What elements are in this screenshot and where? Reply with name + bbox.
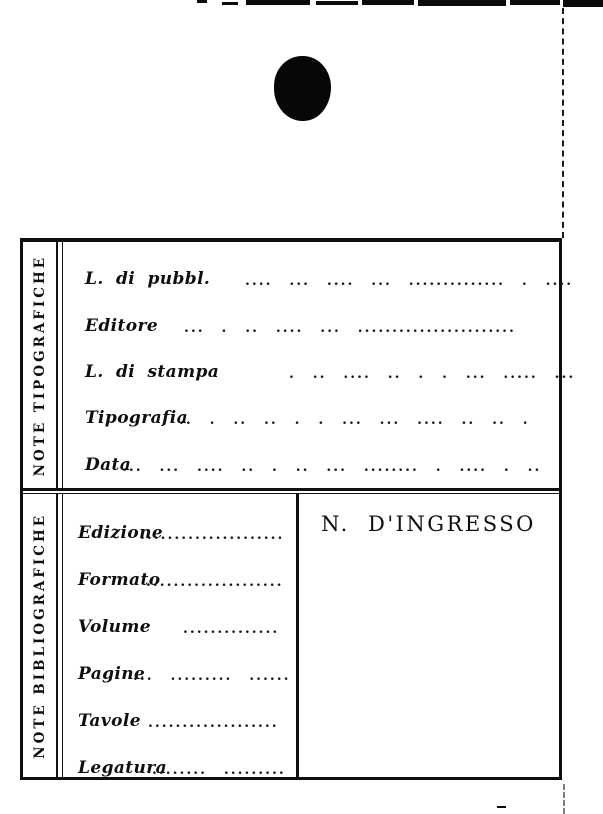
field-row-volume (23, 617, 555, 639)
field-label: L. di pubbl. (85, 269, 211, 289)
field-label: Volume (78, 617, 151, 637)
dotted-fill-line: . .. .... .. . . ... ..... ... (289, 366, 576, 382)
dotted-fill-line: ........ ......... (152, 762, 286, 778)
accession-cell-divider (296, 494, 299, 777)
field-label: Legatura (78, 758, 168, 778)
field-label: Formato (78, 570, 161, 590)
section-note-bibliografiche (23, 494, 559, 777)
field-row-luogo-stampa (23, 362, 576, 384)
field-row-tipografia (23, 408, 555, 430)
field-label: Pagine (78, 664, 146, 684)
dotted-fill-line: ... ... .... .. . .. ... ........ . .... . .. (122, 459, 542, 475)
dotted-fill-line: .... ... .... ... .............. . .... (245, 273, 574, 289)
catalog-card (20, 238, 576, 780)
field-row-luogo-pubblicazione (23, 269, 574, 291)
field-row-pagine (23, 664, 555, 686)
dotted-fill-line: ..................... (140, 527, 285, 543)
scan-artifact-dash (497, 806, 506, 808)
fold-line-top (562, 8, 564, 238)
field-label: Tipografia (85, 408, 188, 428)
dotted-fill-line: ... . .. .... ... ....................... (184, 320, 516, 336)
field-row-editore (23, 316, 555, 338)
punch-hole (274, 56, 331, 121)
accession-number-heading: N. D'INGRESSO (321, 512, 536, 536)
fold-line-bottom (563, 784, 565, 814)
accession-number-cell (300, 512, 557, 536)
dotted-fill-line: .............. (183, 621, 280, 637)
field-label: Data (85, 455, 132, 475)
dotted-fill-line: .. . .. .. . . ... ... .... .. .. . (179, 412, 530, 428)
section-title-bibliografiche: NOTE BIBLIOGRAFICHE (31, 512, 48, 759)
section-note-tipografiche (23, 242, 576, 489)
field-row-formato (23, 570, 555, 592)
field-label: Edizione (78, 523, 164, 543)
dotted-fill-line: .................... (146, 574, 284, 590)
field-row-data (23, 455, 555, 477)
field-label: L. di stampa (85, 362, 220, 382)
field-row-legatura (23, 758, 555, 780)
dotted-fill-line: ................... (148, 715, 279, 731)
field-label: Tavole (78, 711, 141, 731)
section-title-tipografiche: NOTE TIPOGRAFICHE (31, 254, 48, 477)
dotted-fill-line: ... ......... ...... (133, 668, 291, 684)
field-row-tavole (23, 711, 555, 733)
field-label: Editore (85, 316, 159, 336)
